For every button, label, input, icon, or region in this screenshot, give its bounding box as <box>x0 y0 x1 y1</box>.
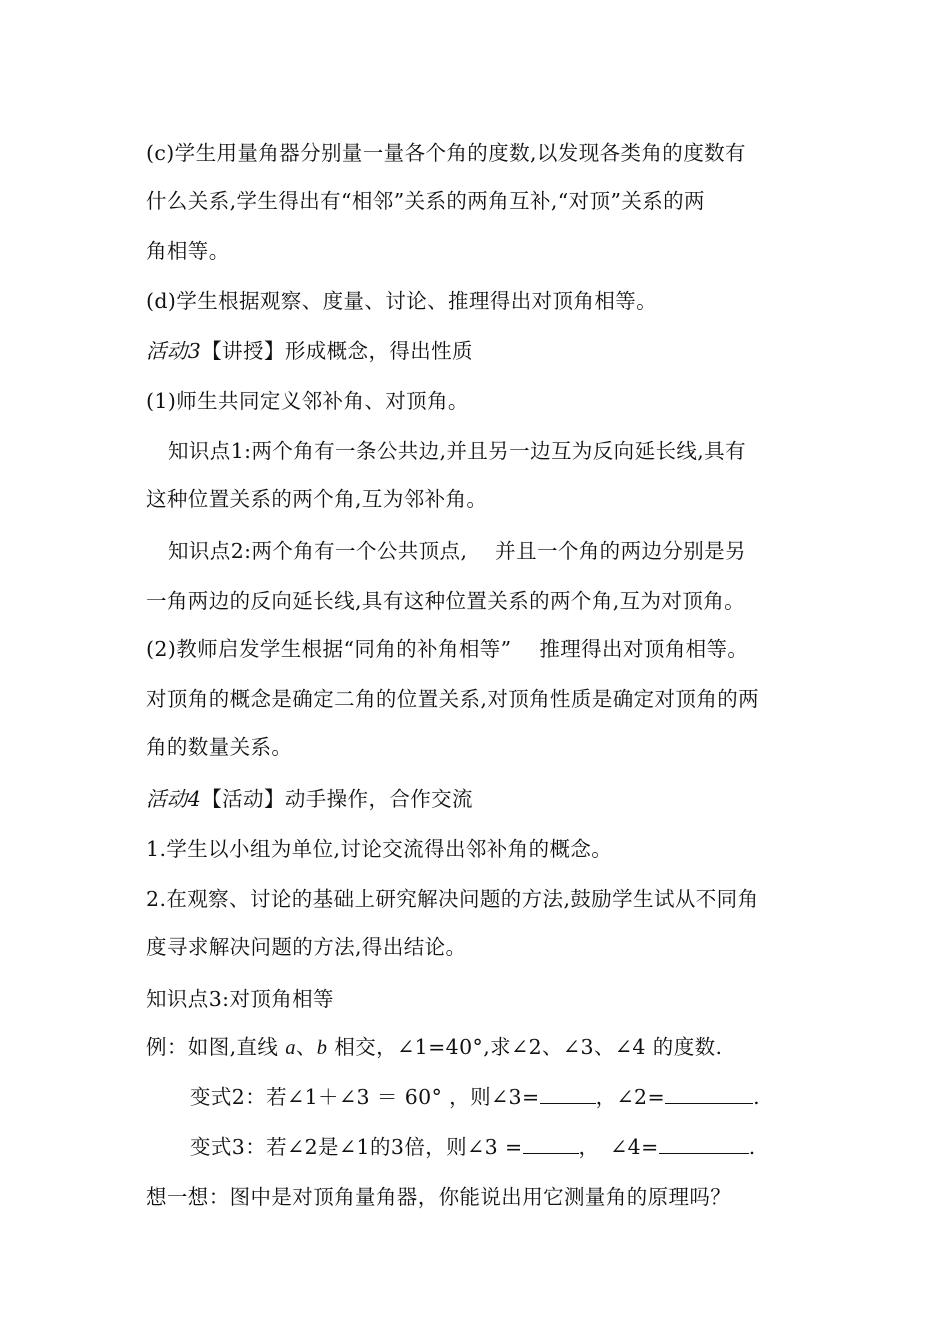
paragraph-line: 1.学生以小组为单位,讨论交流得出邻补角的概念。 <box>146 837 613 861</box>
knowledge-point: 知识点2:两个角有一个公共顶点, 并且一个角的两边分别是另 <box>168 539 746 563</box>
activity-label: 活动3 <box>146 339 202 363</box>
variant-text: 变式3：若∠2是∠1的3倍，则∠3 = <box>190 1135 523 1159</box>
activity-heading <box>146 336 473 366</box>
example-text: 例：如图,直线 <box>146 1035 286 1059</box>
paragraph-line: (2)教师启发学生根据“同角的补角相等” 推理得出对顶角相等。 <box>146 637 749 661</box>
paragraph-line: 角相等。 <box>146 239 230 263</box>
paragraph-line: 这种位置关系的两个角,互为邻补角。 <box>146 487 488 511</box>
example-text: 相交，∠1=40°,求∠2、∠3、∠4 的度数. <box>327 1035 723 1059</box>
knowledge-point: 知识点1:两个角有一条公共边,并且另一边互为反向延长线,具有 <box>168 439 746 463</box>
variable-a: a <box>285 1037 296 1059</box>
variant-3 <box>190 1132 756 1162</box>
paragraph-line: 什么关系,学生得出有“相邻”关系的两角互补,“对顶”关系的两 <box>146 189 705 213</box>
activity-title: 【讲授】形成概念，得出性质 <box>201 339 473 363</box>
paragraph-line: 对顶角的概念是确定二角的位置关系,对顶角性质是确定对顶角的两 <box>146 687 760 711</box>
paragraph-line: 一角两边的反向延长线,具有这种位置关系的两个角,互为对顶角。 <box>146 589 746 613</box>
paragraph-line: (1)师生共同定义邻补角、对顶角。 <box>146 389 469 413</box>
answer-blank[interactable] <box>665 1083 753 1104</box>
variable-b: b <box>316 1037 328 1059</box>
variant-text: ， ∠4= <box>578 1135 659 1159</box>
think-question: 想一想：图中是对顶角量角器，你能说出用它测量角的原理吗？ <box>146 1185 732 1209</box>
paragraph-line: 2.在观察、讨论的基础上研究解决问题的方法,鼓励学生试从不同角 <box>146 887 759 911</box>
example-problem <box>146 1032 722 1063</box>
variant-text: . <box>753 1085 760 1109</box>
variant-text: . <box>748 1135 756 1159</box>
variant-2 <box>190 1082 760 1112</box>
paragraph-line: 度寻求解决问题的方法,得出结论。 <box>146 935 467 959</box>
variant-text: ，∠2= <box>595 1085 666 1109</box>
activity-heading <box>146 784 473 814</box>
paragraph-line: (c)学生用量角器分别量一量各个角的度数,以发现各类角的度数有 <box>146 141 746 165</box>
answer-blank[interactable] <box>540 1083 596 1104</box>
answer-blank[interactable] <box>523 1133 579 1154</box>
answer-blank[interactable] <box>659 1133 749 1154</box>
variant-text: 变式2：若∠1＋∠3 ＝ 60° ，则∠3= <box>190 1085 540 1109</box>
activity-title: 【活动】动手操作，合作交流 <box>201 787 473 811</box>
knowledge-point: 知识点3:对顶角相等 <box>146 987 334 1011</box>
activity-label: 活动4 <box>146 787 202 811</box>
example-text: 、 <box>295 1035 317 1059</box>
paragraph-line: 角的数量关系。 <box>146 735 293 759</box>
paragraph-line: (d)学生根据观察、度量、讨论、推理得出对顶角相等。 <box>146 289 658 313</box>
